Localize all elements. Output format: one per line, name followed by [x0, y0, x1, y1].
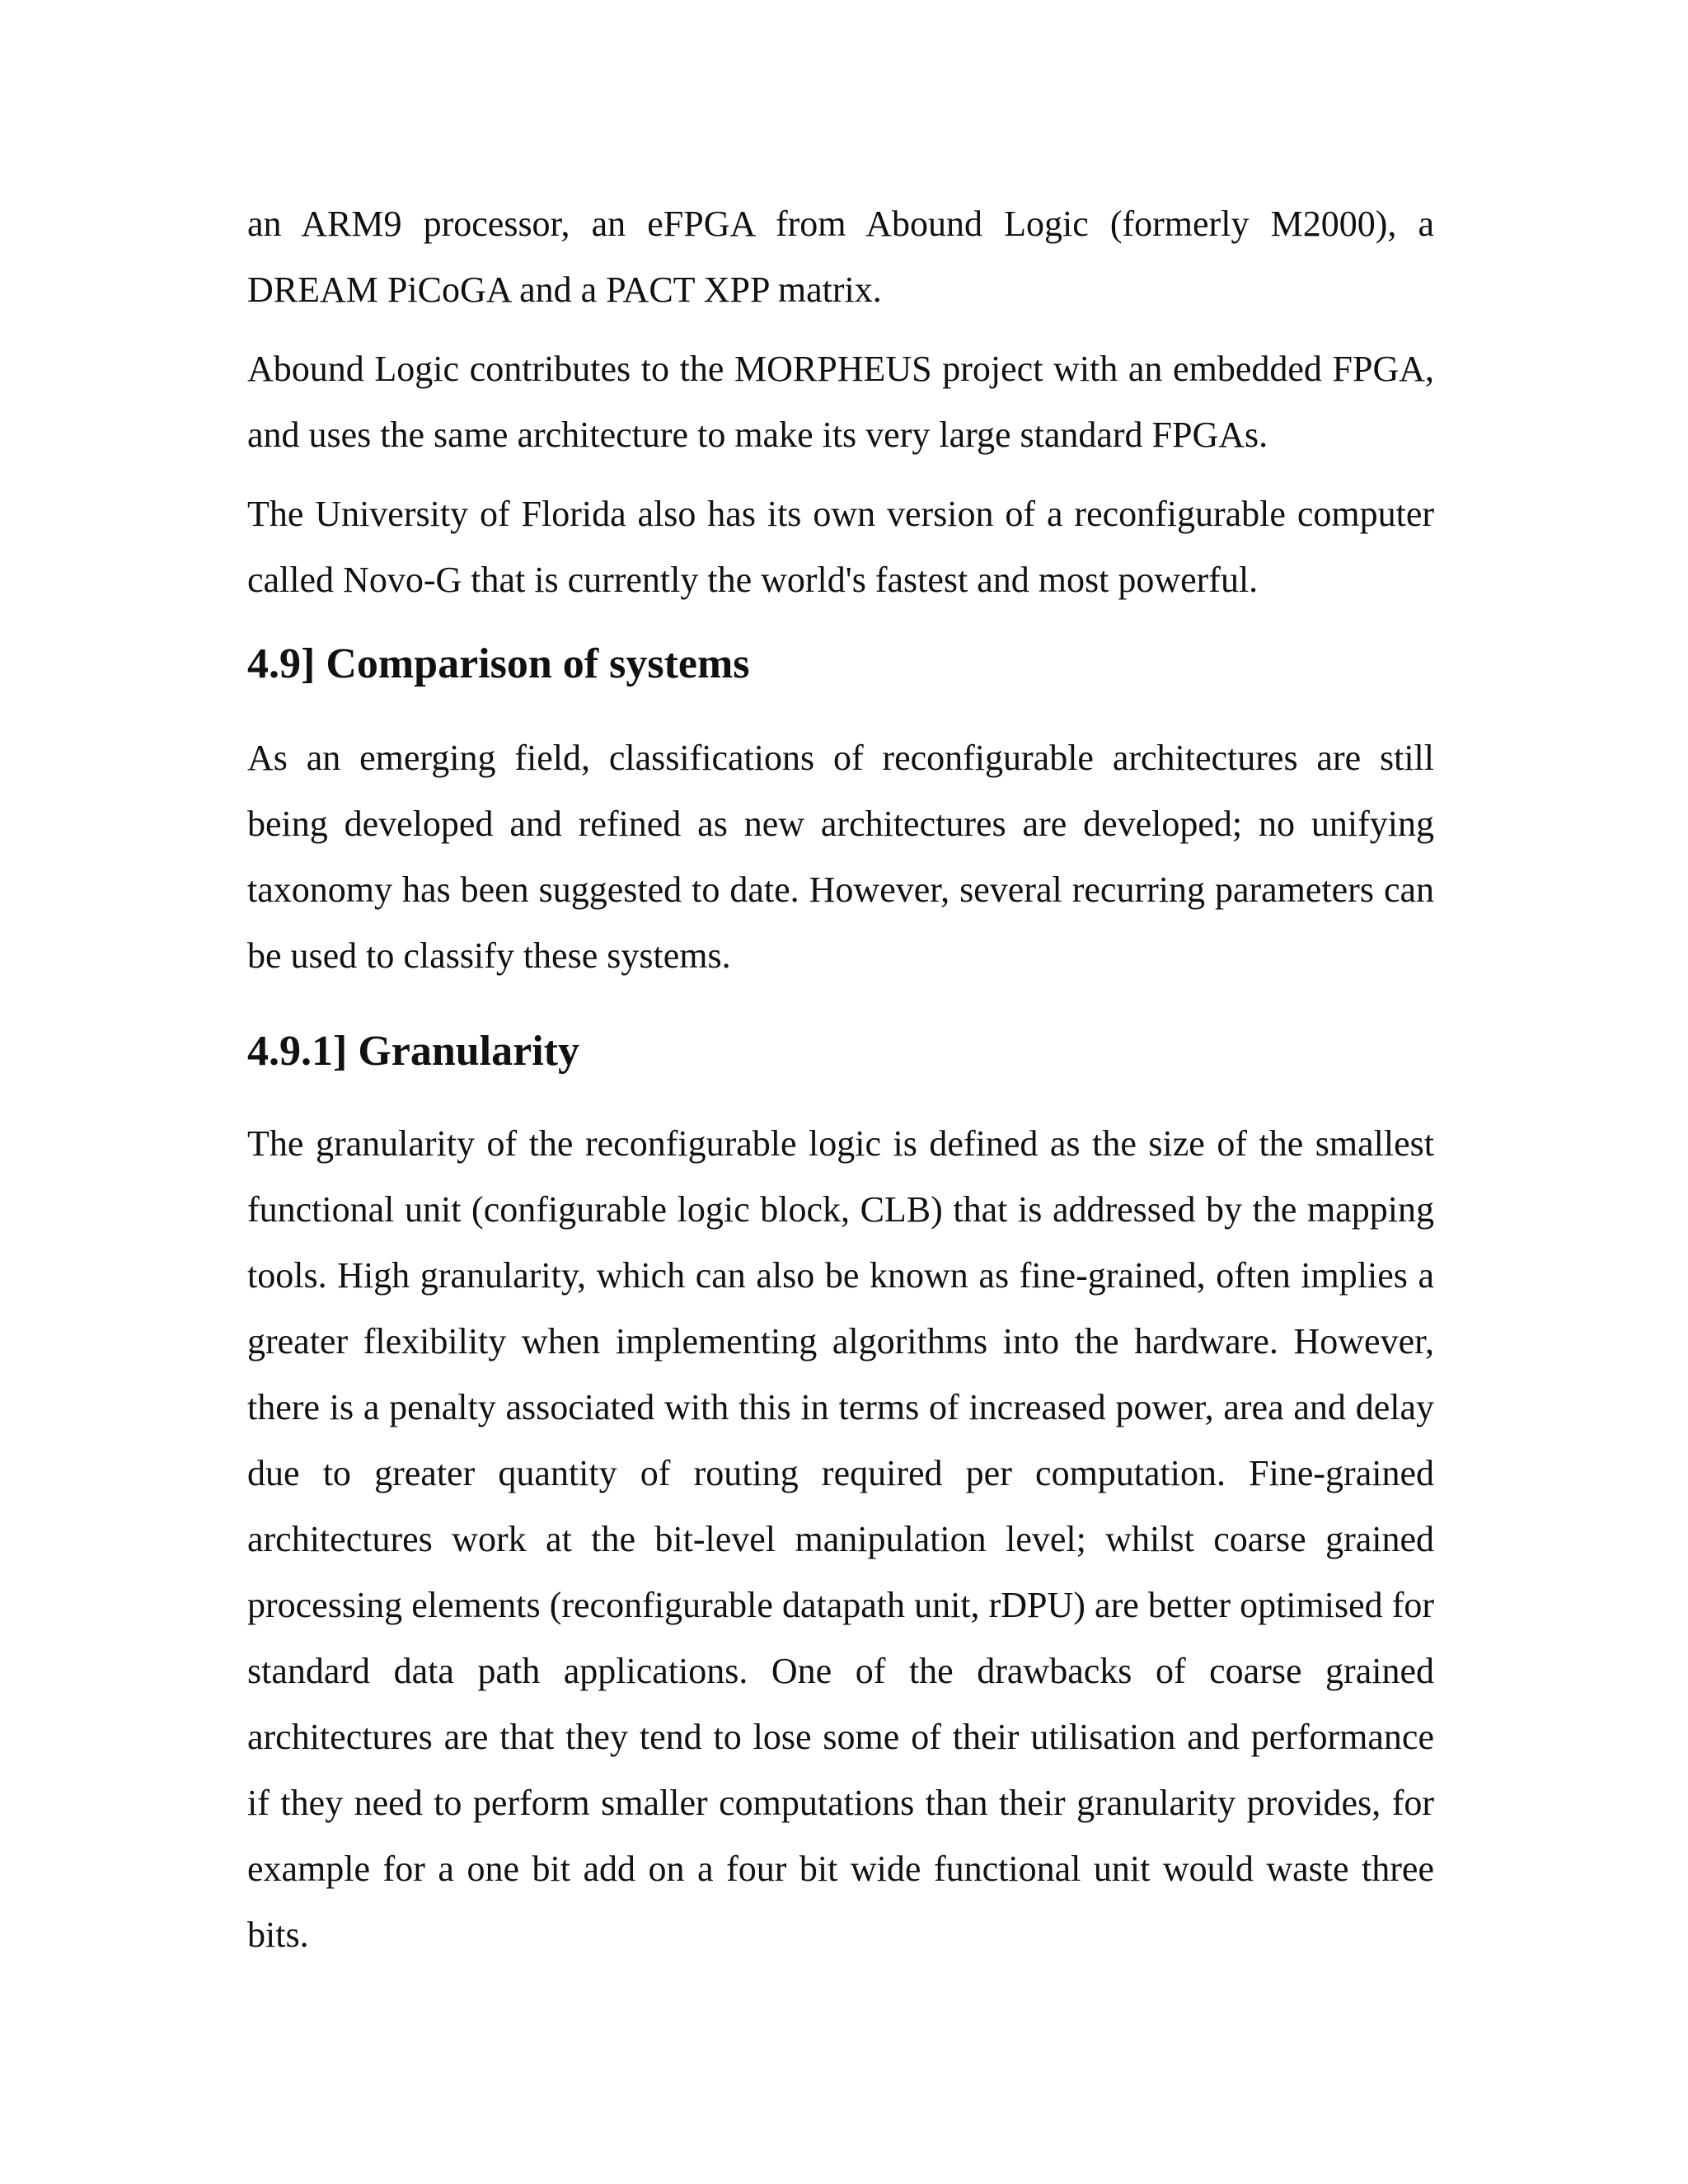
- paragraph-morpheus-components: an ARM9 processor, an eFPGA from Abound Logic (formerly M2000), a DREAM PiCoGA and a PACT XPP matrix.: [247, 204, 1434, 310]
- heading-comparison-of-systems: 4.9] Comparison of systems: [247, 640, 750, 687]
- paragraph-comparison-body: As an emerging field, classifications of reconfigurable architectures are still being developed and refined as new architectures are developed; no unifying taxonomy has been suggested to date. However, several recurring parameters can be used to classify these systems.: [247, 738, 1434, 976]
- document-page: [247, 191, 1434, 1968]
- heading-granularity: 4.9.1] Granularity: [247, 1028, 579, 1075]
- paragraph-university-florida: The University of Florida also has its own version of a reconfigurable computer called Novo-G that is currently the world's fastest and most powerful.: [247, 494, 1434, 600]
- paragraph-abound-logic: Abound Logic contributes to the MORPHEUS project with an embedded FPGA, and uses the same architecture to make its very large standard FPGAs.: [247, 349, 1434, 455]
- paragraph-granularity-body: The granularity of the reconfigurable logic is defined as the size of the smallest functional unit (configurable logic block, CLB) that is addressed by the mapping tools. High granularity, which can also be known as fine-grained, often implies a greater flexibility when implementing algorithms into the hardware. However, there is a penalty associated with this in terms of increased power, area and delay due to greater quantity of routing required per computation. Fine-grained architectures work at the bit-level manipulation level; whilst coarse grained processing elements (reconfigurable datapath unit, rDPU) are better optimised for standard data path applications. One of the drawbacks of coarse grained architectures are that they tend to lose some of their utilisation and performance if they need to perform smaller computations than their granularity provides, for example for a one bit add on a four bit wide functional unit would waste three bits.: [247, 1123, 1434, 1955]
